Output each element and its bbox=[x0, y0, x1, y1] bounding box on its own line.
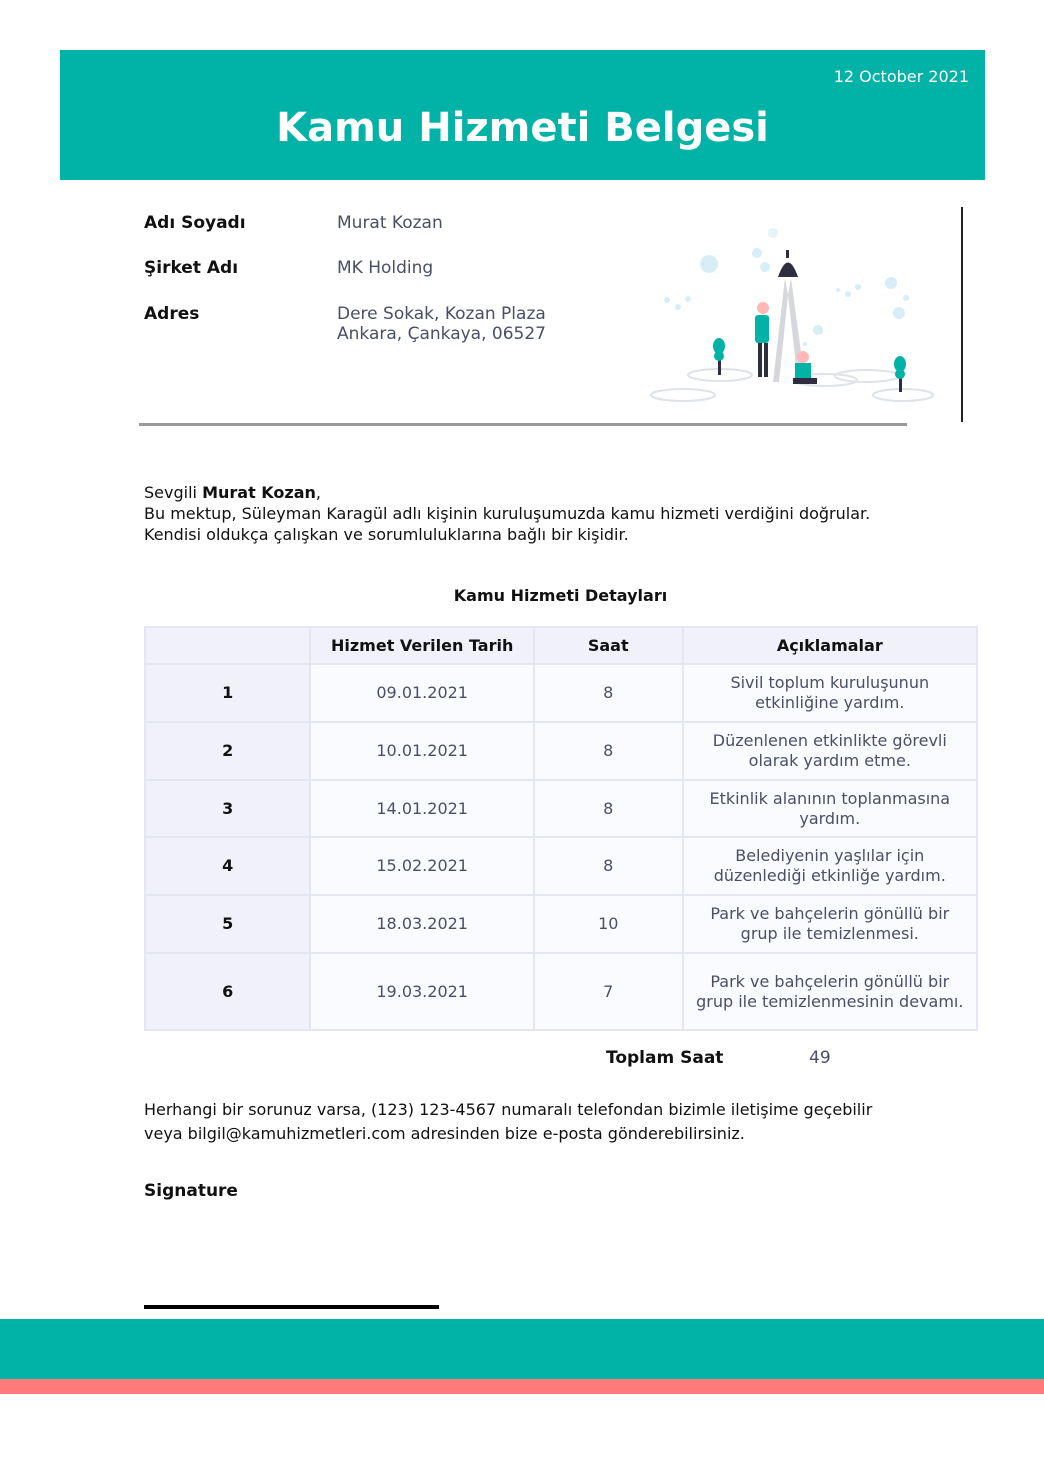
address-label: Adres bbox=[144, 304, 200, 324]
row-date: 14.01.2021 bbox=[310, 780, 534, 837]
address-line-2: Ankara, Çankaya, 06527 bbox=[337, 324, 546, 344]
footer-band-coral bbox=[0, 1379, 1044, 1394]
table-title: Kamu Hizmeti Detayları bbox=[453, 586, 668, 605]
signature-label: Signature bbox=[144, 1181, 238, 1201]
greeting: Sevgili bbox=[144, 483, 197, 502]
row-number: 2 bbox=[145, 722, 310, 780]
header-cell-description: Açıklamalar bbox=[683, 627, 977, 664]
table-row bbox=[145, 780, 977, 837]
letter-line-1: Bu mektup, Süleyman Karagül adlı kişinin kuruluşumuzda kamu hizmeti verdiğini doğrular. bbox=[144, 504, 871, 523]
row-date: 15.02.2021 bbox=[310, 837, 534, 895]
header-cell-hours: Saat bbox=[534, 627, 683, 664]
row-hours: 8 bbox=[534, 780, 683, 837]
row-date: 09.01.2021 bbox=[310, 664, 534, 722]
signature-line bbox=[144, 1305, 439, 1309]
row-hours: 10 bbox=[534, 895, 683, 953]
header-cell-date: Hizmet Verilen Tarih bbox=[310, 627, 534, 664]
service-details-table bbox=[144, 626, 978, 1031]
total-hours-label: Toplam Saat bbox=[606, 1048, 724, 1068]
greeting-line bbox=[144, 482, 944, 503]
row-number: 1 bbox=[145, 664, 310, 722]
letter-line-2: Kendisi oldukça çalışkan ve sorumluluklarına bağlı bir kişidir. bbox=[144, 525, 629, 544]
row-hours: 8 bbox=[534, 722, 683, 780]
header-cell-index bbox=[145, 627, 310, 664]
row-date: 18.03.2021 bbox=[310, 895, 534, 953]
company-value: MK Holding bbox=[337, 258, 434, 278]
row-description: Park ve bahçelerin gönüllü bir grup ile temizlenmesinin devamı. bbox=[683, 953, 977, 1030]
contact-line-2: veya bilgil@kamuhizmetleri.com adresinden bize e-posta gönderebilirsiniz. bbox=[144, 1124, 745, 1143]
row-description: Düzenlenen etkinlikte görevli olarak yardım etme. bbox=[683, 722, 977, 780]
vertical-divider bbox=[961, 207, 963, 422]
row-hours: 7 bbox=[534, 953, 683, 1030]
contact-line-1: Herhangi bir sorunuz varsa, (123) 123-4567 numaralı telefondan bizimle iletişime geçebilir bbox=[144, 1100, 873, 1119]
table-row bbox=[145, 837, 977, 895]
table-row bbox=[145, 953, 977, 1030]
horizontal-divider bbox=[139, 423, 907, 426]
table-row bbox=[145, 895, 977, 953]
name-label: Adı Soyadı bbox=[144, 213, 246, 233]
footer-band-teal bbox=[0, 1319, 1044, 1379]
row-number: 6 bbox=[145, 953, 310, 1030]
row-description: Park ve bahçelerin gönüllü bir grup ile temizlenmesi. bbox=[683, 895, 977, 953]
row-date: 19.03.2021 bbox=[310, 953, 534, 1030]
greeting-punctuation: , bbox=[315, 483, 321, 502]
row-number: 5 bbox=[145, 895, 310, 953]
document-title: Kamu Hizmeti Belgesi bbox=[276, 105, 769, 151]
row-number: 3 bbox=[145, 780, 310, 837]
row-hours: 8 bbox=[534, 664, 683, 722]
row-date: 10.01.2021 bbox=[310, 722, 534, 780]
row-hours: 8 bbox=[534, 837, 683, 895]
name-value: Murat Kozan bbox=[337, 213, 443, 233]
document-date: 12 October 2021 bbox=[833, 67, 969, 86]
row-description: Etkinlik alanının toplanmasına yardım. bbox=[683, 780, 977, 837]
address-line-1: Dere Sokak, Kozan Plaza bbox=[337, 304, 546, 324]
row-description: Belediyenin yaşlılar için düzenlediği etkinliğe yardım. bbox=[683, 837, 977, 895]
row-description: Sivil toplum kuruluşunun etkinliğine yardım. bbox=[683, 664, 977, 722]
total-hours-value: 49 bbox=[809, 1048, 831, 1068]
table-row bbox=[145, 722, 977, 780]
row-number: 4 bbox=[145, 837, 310, 895]
recipient-name: Murat Kozan bbox=[202, 483, 316, 502]
table-row bbox=[145, 664, 977, 722]
company-label: Şirket Adı bbox=[144, 258, 239, 278]
table-header-row bbox=[145, 627, 977, 664]
header-banner bbox=[60, 50, 985, 180]
people-illustration bbox=[645, 220, 945, 410]
contact-paragraph bbox=[144, 1098, 924, 1146]
letter-body bbox=[144, 482, 944, 545]
